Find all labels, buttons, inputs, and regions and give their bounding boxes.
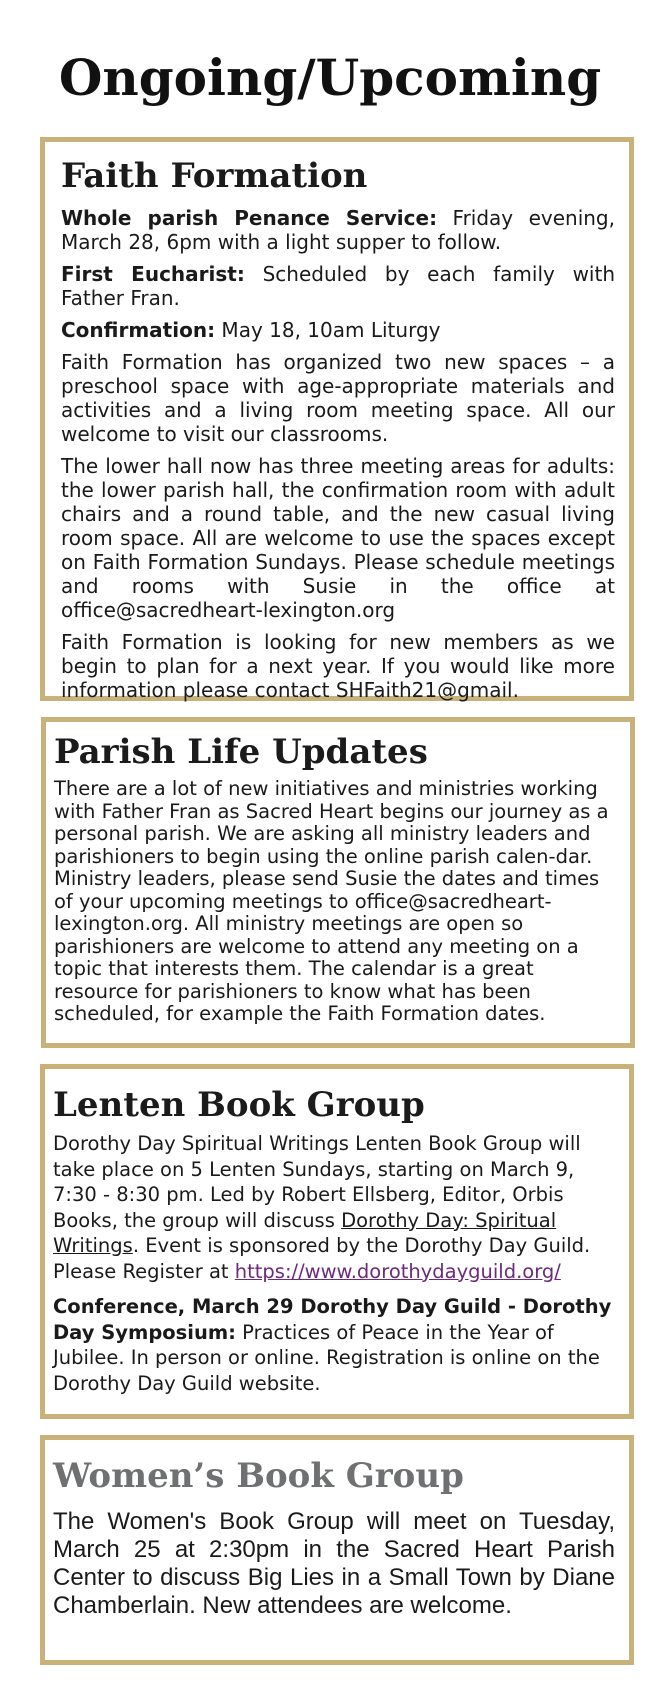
confirmation-label: Confirmation:	[61, 318, 216, 342]
parish-life-heading: Parish Life Updates	[54, 732, 428, 772]
lenten-book-group-heading: Lenten Book Group	[53, 1085, 425, 1125]
faith-formation-heading: Faith Formation	[61, 156, 368, 196]
womens-book-group-box	[40, 1435, 634, 1665]
sponsor-text: . Event is sponsored by the Dorothy Day Guild. Please Register at	[53, 1234, 591, 1283]
lenten-intro-paragraph	[53, 1131, 621, 1284]
confirmation-paragraph	[61, 318, 615, 342]
womens-book-group-heading: Women’s Book Group	[53, 1456, 464, 1496]
conference-text: Practices of Peace in the Year of Jubilee. In person or online. Registration is online on the Dorothy Day Guild website.	[53, 1320, 600, 1395]
eucharist-label: First Eucharist:	[61, 262, 245, 286]
lenten-book-group-box	[40, 1064, 634, 1419]
register-link[interactable]: https://www.dorothydayguild.org/	[234, 1259, 561, 1283]
lower-hall-paragraph: The lower hall now has three meeting areas for adults: the lower parish hall, the confirmation room with adult chairs and a round table, and the new casual living room space. All are welcome to use the spaces except on Faith Formation Sundays. Please schedule meetings and rooms with Susie in the office at office@sacredheart-lexington.org	[61, 454, 615, 622]
penance-text: Friday evening, March 28, 6pm with a light supper to follow.	[61, 206, 615, 254]
eucharist-text: Scheduled by each family with Father Fran.	[61, 262, 616, 310]
parish-life-box	[41, 717, 635, 1048]
conference-label: Conference, March 29 Dorothy Day Guild - Dorothy Day Symposium:	[53, 1295, 612, 1344]
conference-paragraph	[53, 1294, 621, 1396]
first-eucharist-paragraph	[61, 262, 615, 310]
confirmation-text: May 18, 10am Liturgy	[215, 318, 441, 342]
book-title: Dorothy Day: Spiritual Writings	[53, 1208, 557, 1257]
womens-book-group-paragraph: The Women's Book Group will meet on Tuesday, March 25 at 2:30pm in the Sacred Heart Parish Center to discuss Big Lies in a Small Town by Diane Chamberlain. New attendees are welcome.	[53, 1508, 615, 1619]
new-spaces-paragraph: Faith Formation has organized two new spaces – a preschool space with age-appropriate materials and activities and a living room meeting space. All our welcome to visit our classrooms.	[61, 350, 615, 446]
new-members-paragraph: Faith Formation is looking for new members as we begin to plan for a next year. If you would like more information please contact SHFaith21@gmail.	[61, 630, 615, 702]
penance-label: Whole parish Penance Service:	[61, 206, 438, 230]
penance-service-paragraph	[61, 206, 615, 254]
page-title: Ongoing/Upcoming	[58, 48, 602, 107]
faith-formation-box	[40, 137, 634, 701]
parish-life-paragraph: There are a lot of new initiatives and ministries working with Father Fran as Sacred Heart begins our journey as a personal parish. We are asking all ministry leaders and parishioners to begin using the online parish calen-dar. Ministry leaders, please send Susie the dates and times of your upcoming meetings to office@sacredheart-lexington.org. All ministry meetings are open so parishioners are welcome to attend any meeting on a topic that interests them. The calendar is a great resource for parishioners to know what has been scheduled, for example the Faith Formation dates.	[54, 777, 609, 1025]
lenten-intro-text: Dorothy Day Spiritual Writings Lenten Book Group will take place on 5 Lenten Sundays, starting on March 9, 7:30 - 8:30 pm. Led by Robert Ellsberg, Editor, Orbis Books, the group will discuss	[53, 1132, 581, 1232]
